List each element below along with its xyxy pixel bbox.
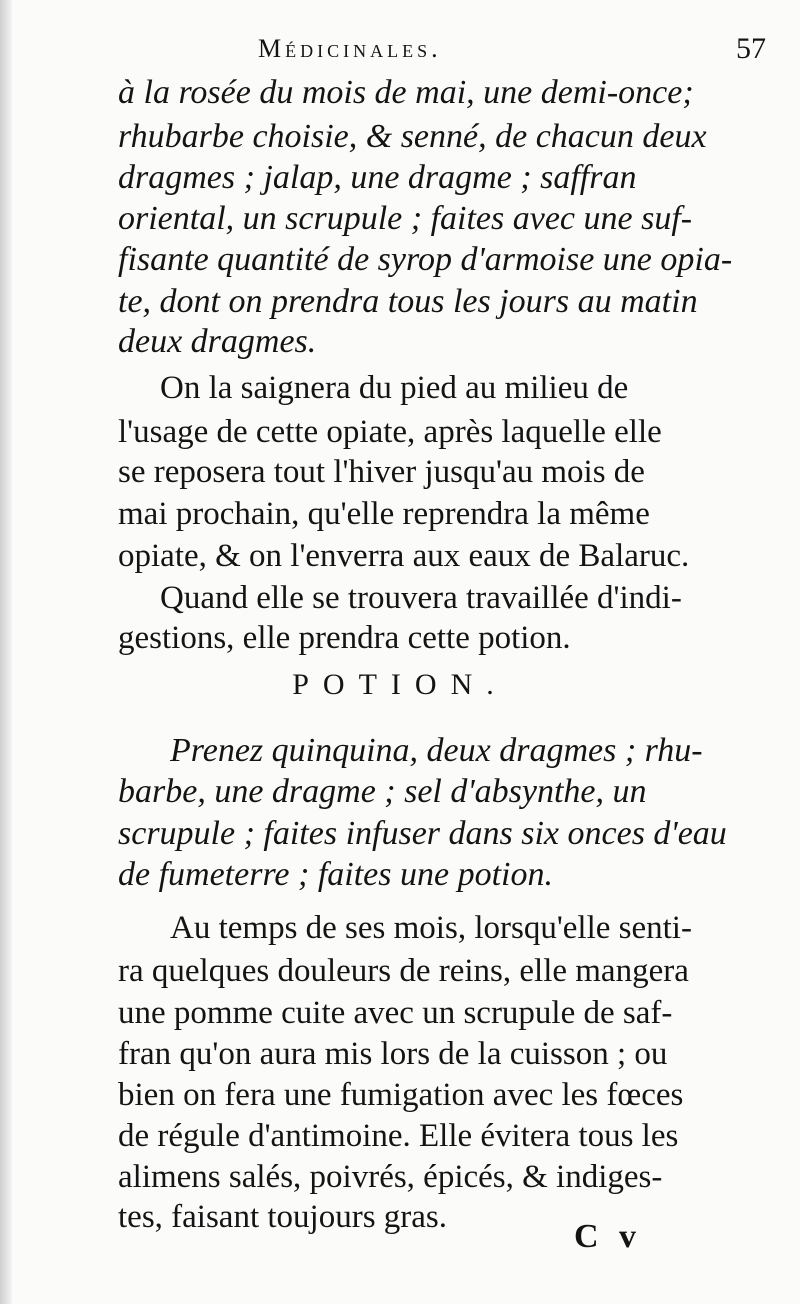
text-line: une pomme cuite avec un scrupule de saf- xyxy=(118,995,673,1031)
text-line: deux dragmes. xyxy=(118,323,317,360)
text-line: opiate, & on l'enverra aux eaux de Balaruc. xyxy=(118,538,690,574)
signature-mark: C v xyxy=(574,1218,643,1255)
page-header xyxy=(118,28,766,78)
page-number: 57 xyxy=(736,32,766,65)
text-line: On la saignera du pied au milieu de xyxy=(160,370,629,406)
text-line: tes, faisant toujours gras. xyxy=(118,1199,448,1235)
text-line: Prenez quinquina, deux dragmes ; rhu- xyxy=(170,732,703,769)
text-line: à la rosée du mois de mai, une demi-once; xyxy=(118,74,694,111)
text-line: dragmes ; jalap, une dragme ; saffran xyxy=(118,159,637,196)
text-line: l'usage de cette opiate, après laquelle elle xyxy=(118,414,662,450)
text-line: te, dont on prendra tous les jours au matin xyxy=(118,283,698,320)
text-line: Quand elle se trouvera travaillée d'indi- xyxy=(160,580,682,616)
text-line: fran qu'on aura mis lors de la cuisson ; ou xyxy=(118,1036,668,1072)
text-line: fisante quantité de syrop d'armoise une opia- xyxy=(118,241,733,278)
text-line: oriental, un scrupule ; faites avec une suf- xyxy=(118,200,693,237)
text-line: de régule d'antimoine. Elle évitera tous les xyxy=(118,1118,679,1154)
text-line: scrupule ; faites infuser dans six onces d'eau xyxy=(118,815,727,852)
text-line: de fumeterre ; faites une potion. xyxy=(118,856,553,893)
text-line: se reposera tout l'hiver jusqu'au mois de xyxy=(118,454,645,490)
text-line: ra quelques douleurs de reins, elle mangera xyxy=(118,953,689,989)
text-line: mai prochain, qu'elle reprendra la même xyxy=(118,496,650,532)
page-spine-shadow xyxy=(0,0,12,1304)
section-heading: POTION. xyxy=(292,668,508,701)
text-line: barbe, une dragme ; sel d'absynthe, un xyxy=(118,773,647,810)
text-line: alimens salés, poivrés, épicés, & indiges- xyxy=(118,1159,663,1195)
text-line: Au temps de ses mois, lorsqu'elle senti- xyxy=(170,910,692,946)
running-head: Médicinales. xyxy=(258,34,442,63)
text-line: gestions, elle prendra cette potion. xyxy=(118,620,571,656)
text-line: bien on fera une fumigation avec les fœces xyxy=(118,1077,684,1113)
text-line: rhubarbe choisie, & senné, de chacun deux xyxy=(118,118,707,155)
